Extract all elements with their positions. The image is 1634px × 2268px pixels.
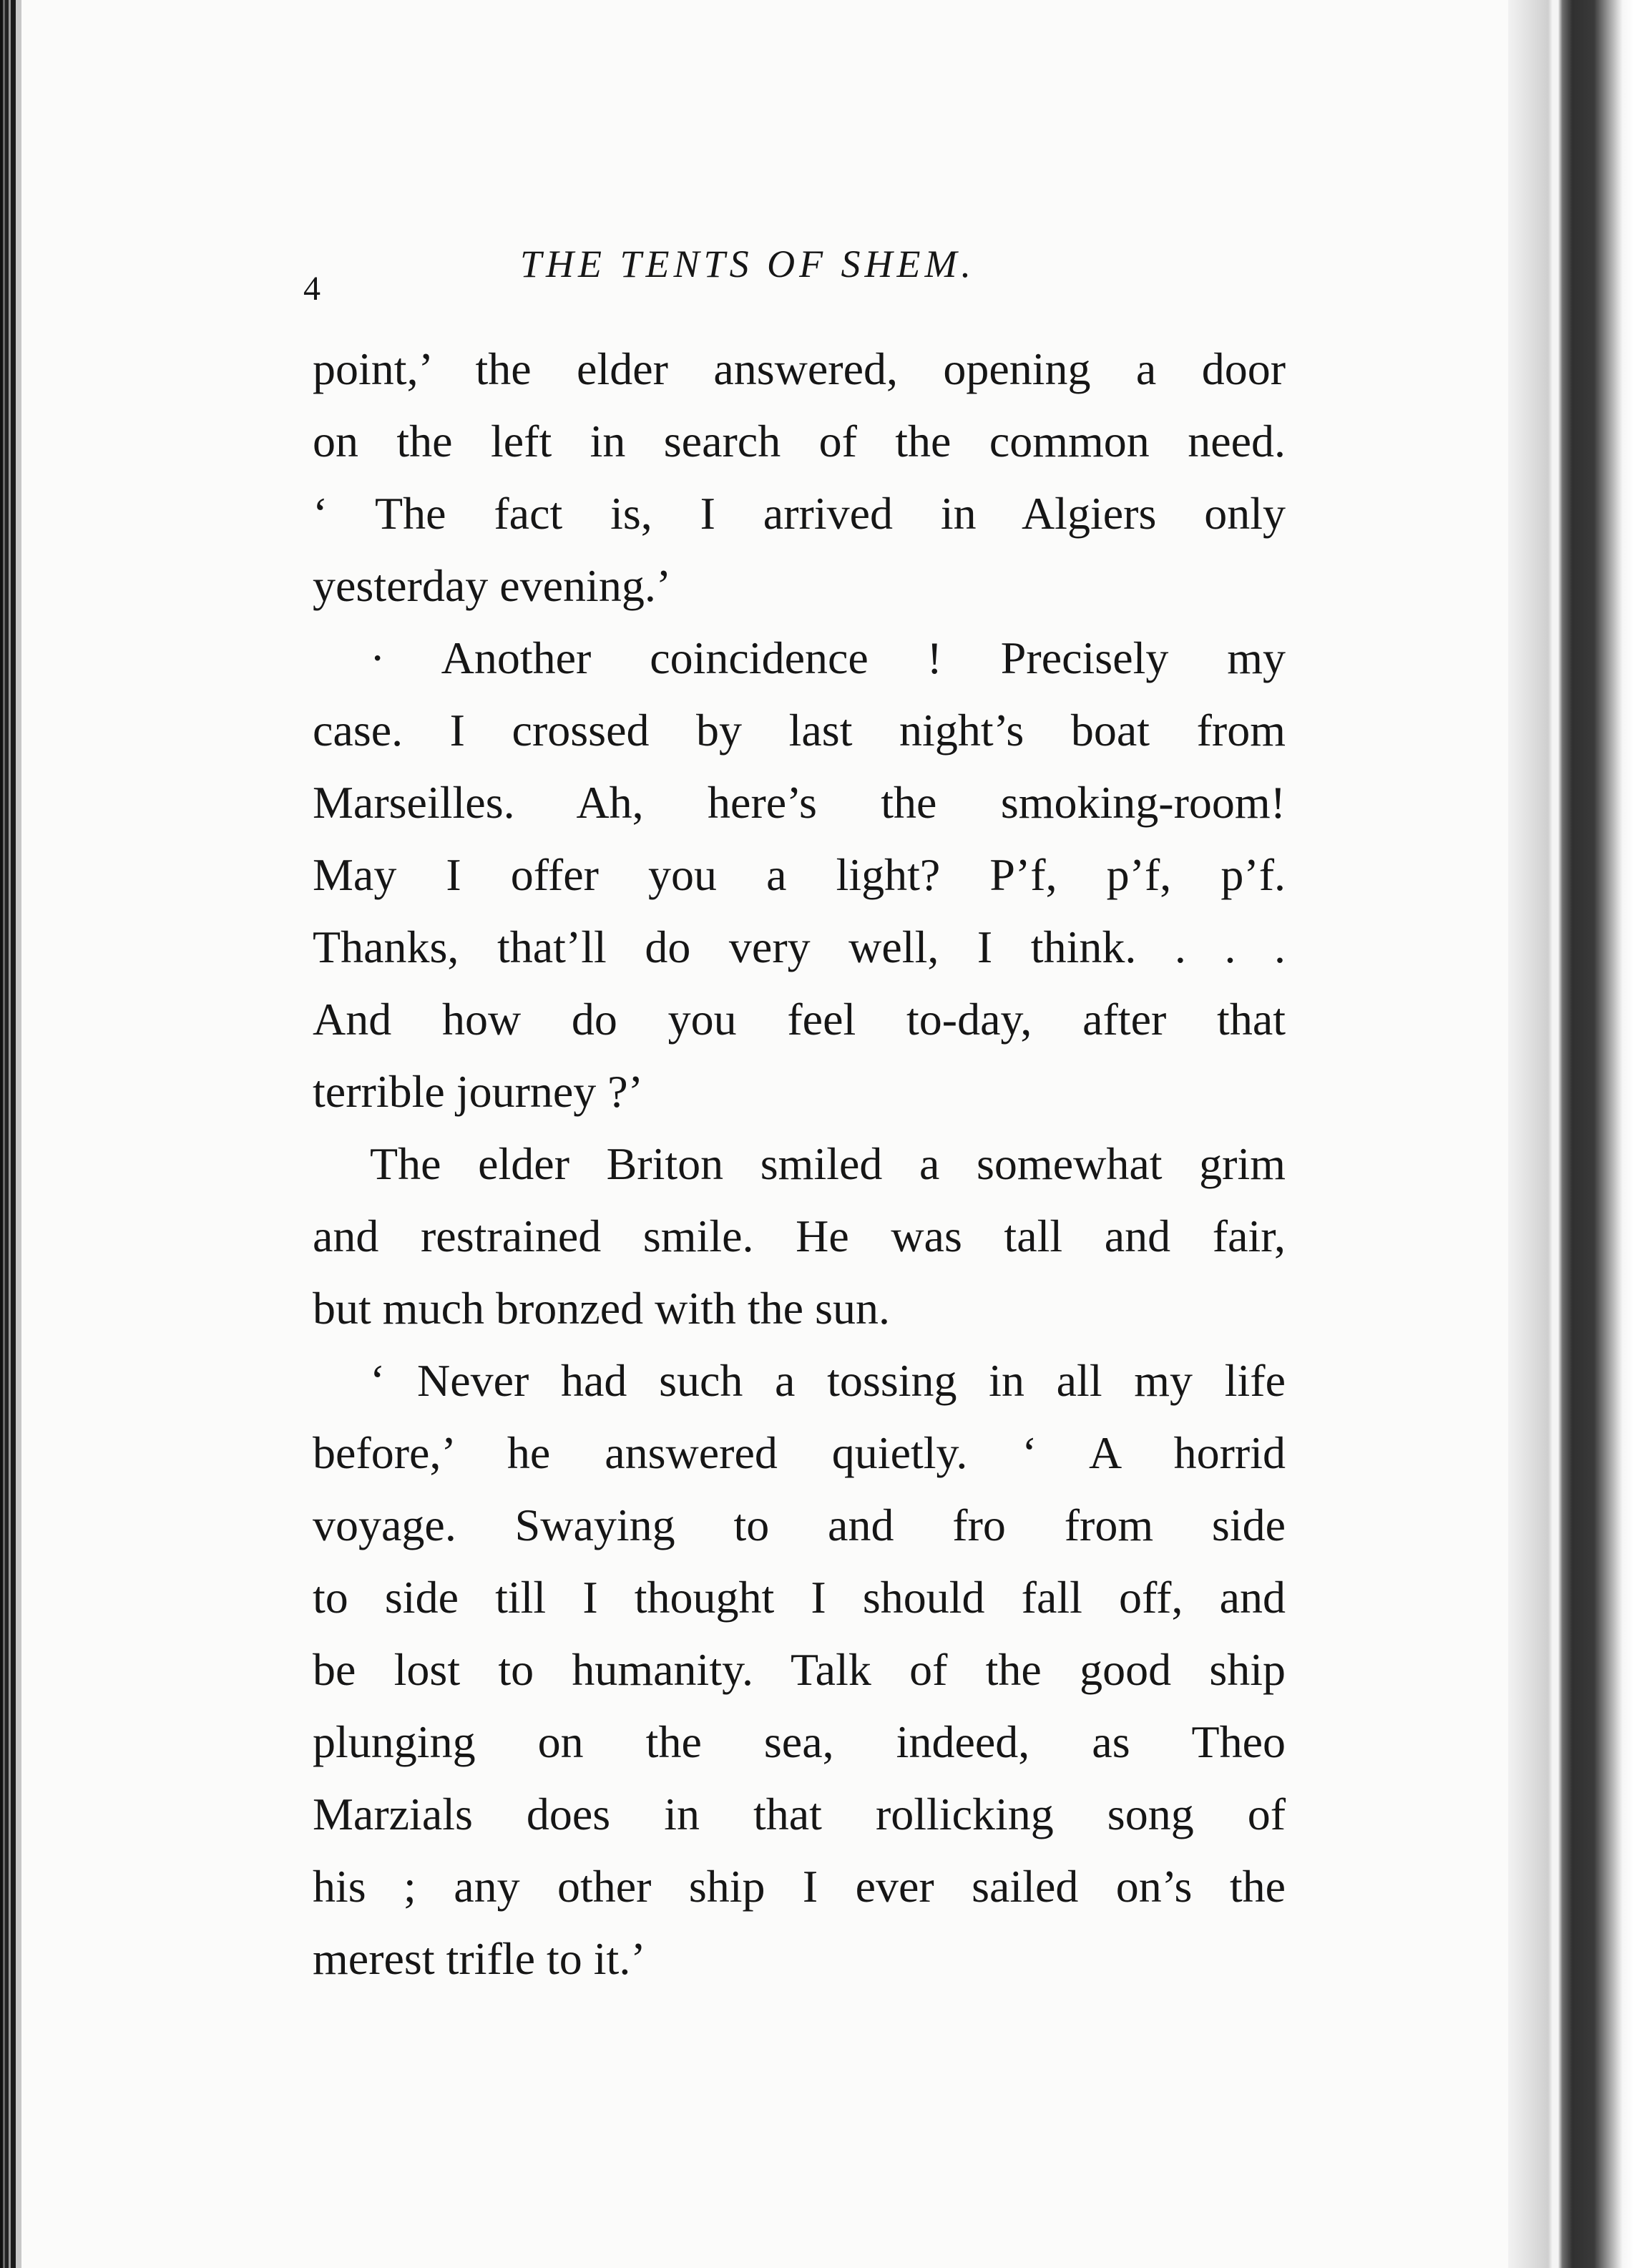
text-line: And how do you feel to-day, after that (313, 994, 1286, 1045)
text-line: The elder Briton smiled a somewhat grim (370, 1138, 1286, 1189)
text-line: point,’ the elder answered, opening a door (313, 343, 1286, 394)
text-line: Thanks, that’ll do very well, I think. . . . (313, 922, 1286, 972)
text-line: merest trifle to it.’ (313, 1933, 646, 1984)
text-line: to side till I thought I should fall off, and (313, 1572, 1286, 1623)
page-number: 4 (303, 270, 321, 308)
text-line: ‘ Never had such a tossing in all my life (370, 1355, 1286, 1406)
text-line: and restrained smile. He was tall and fair, (313, 1211, 1286, 1261)
page-edge (1508, 0, 1634, 2268)
text-line: · Another coincidence ! Precisely my (370, 632, 1286, 683)
text-line: his ; any other ship I ever sailed on’s the (313, 1861, 1286, 1912)
body-text (313, 333, 1286, 1995)
text-line: on the left in search of the common need. (313, 416, 1286, 466)
text-line: plunging on the sea, indeed, as Theo (313, 1716, 1286, 1767)
text-line: be lost to humanity. Talk of the good ship (313, 1644, 1286, 1695)
text-line: voyage. Swaying to and fro from side (313, 1500, 1286, 1550)
text-line: but much bronzed with the sun. (313, 1283, 890, 1334)
text-line: Marzials does in that rollicking song of (313, 1789, 1286, 1839)
text-line: yesterday evening.’ (313, 560, 672, 611)
text-line: ‘ The fact is, I arrived in Algiers only (313, 488, 1286, 539)
running-head: THE TENTS OF SHEM. (519, 243, 976, 285)
text-line: terrible journey ?’ (313, 1066, 643, 1117)
text-line: case. I crossed by last night’s boat from (313, 705, 1286, 756)
binding-edge (0, 0, 21, 2268)
text-line: Marseilles. Ah, here’s the smoking-room! (313, 777, 1286, 828)
text-line: before,’ he answered quietly. ‘ A horrid (313, 1427, 1286, 1478)
text-line: May I offer you a light? P’f, p’f, p’f. (313, 849, 1286, 900)
